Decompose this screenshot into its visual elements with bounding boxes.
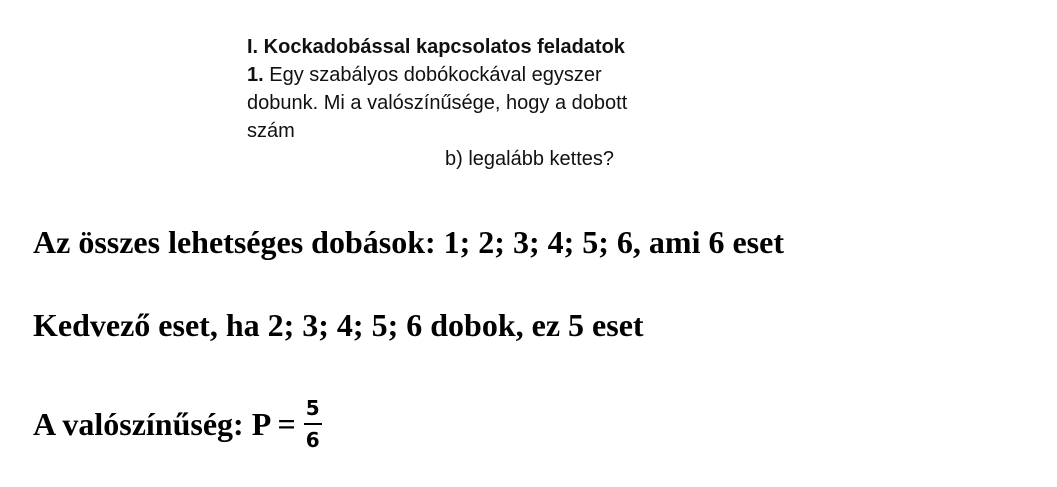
solution-probability (33, 396, 322, 452)
fraction-denominator: 6 (305, 428, 320, 452)
probability-fraction (304, 396, 322, 452)
solution-favorable-outcomes: Kedvező eset, ha 2; 3; 4; 5; 6 dobok, ez 5 eset (33, 307, 644, 343)
task-question-text-1: Egy szabályos dobókockával egyszer (263, 64, 602, 86)
task-question-line-1 (247, 61, 717, 89)
task-question-line-3: szám (247, 120, 295, 142)
task-statement (247, 33, 717, 173)
task-number: 1. (247, 64, 264, 86)
task-subquestion: b) legalább kettes? (445, 148, 615, 170)
fraction-numerator: 5 (305, 396, 320, 420)
task-question-line-2: dobunk. Mi a valószínűsége, hogy a dobott (247, 92, 628, 114)
probability-label: A valószínűség: P = (33, 406, 296, 442)
solution-all-outcomes: Az összes lehetséges dobások: 1; 2; 3; 4; 5; 6, ami 6 eset (33, 224, 784, 260)
task-title: I. Kockadobással kapcsolatos feladatok (247, 36, 625, 58)
fraction-bar (304, 423, 322, 425)
